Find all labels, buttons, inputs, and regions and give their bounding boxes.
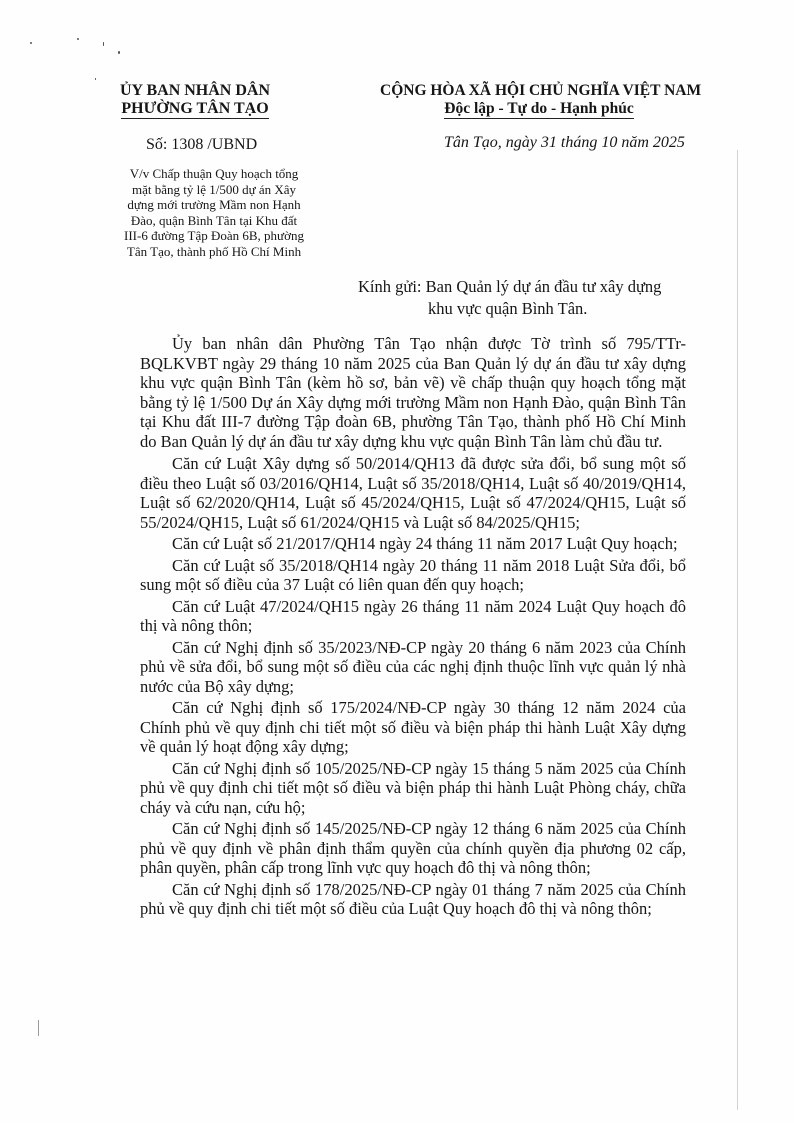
- legal-basis-paragraph: Căn cứ Luật số 35/2018/QH14 ngày 20 tháng 11 năm 2018 Luật Sửa đổi, bổ sung một số điều của 37 Luật có liên quan đến quy hoạch;: [140, 555, 686, 594]
- legal-basis-paragraph: Căn cứ Nghị định số 35/2023/NĐ-CP ngày 20 tháng 6 năm 2023 của Chính phủ về sửa đổi, bổ sung một số điều của các nghị định thuộc lĩnh vực quản lý nhà nước của Bộ xây dựng;: [140, 637, 686, 696]
- nation-name: CỘNG HÒA XÃ HỘI CHỦ NGHĨA VIỆT NAM: [380, 82, 702, 99]
- document-subject: [104, 166, 324, 259]
- scan-speck: [103, 42, 104, 46]
- scan-speck: [118, 51, 120, 54]
- subject-line: V/v Chấp thuận Quy hoạch tổng: [129, 166, 299, 181]
- document-body: [140, 334, 686, 921]
- scan-speck: [30, 42, 32, 44]
- scan-edge-line: [737, 150, 738, 1110]
- legal-basis-paragraph: Căn cứ Luật 47/2024/QH15 ngày 26 tháng 11 năm 2024 Luật Quy hoạch đô thị và nông thôn;: [140, 596, 686, 635]
- scan-speck: [95, 78, 96, 80]
- subject-line: Tân Tạo, thành phố Hồ Chí Minh: [126, 243, 302, 259]
- subject-line: Đào, quận Bình Tân tại Khu đất: [130, 212, 298, 228]
- place-and-date: Tân Tạo, ngày 31 tháng 10 năm 2025: [444, 134, 685, 151]
- recipient-block: [358, 276, 698, 320]
- recipient-line: Kính gửi: Ban Quản lý dự án đầu tư xây dựng: [358, 277, 662, 296]
- legal-basis-paragraph: Căn cứ Nghị định số 105/2025/NĐ-CP ngày 15 tháng 5 năm 2025 của Chính phủ về quy định chi tiết một số điều và biện pháp thi hành Luật Phòng cháy, chữa cháy và cứu nạn, cứu hộ;: [140, 758, 686, 817]
- national-heading: [380, 82, 702, 118]
- authority-ward: PHƯỜNG TÂN TẠO: [121, 100, 269, 117]
- issuing-authority: [100, 82, 290, 118]
- subject-line: III-6 đường Tập Đoàn 6B, phường: [124, 228, 304, 243]
- authority-name: ỦY BAN NHÂN DÂN: [119, 82, 271, 99]
- scan-margin-mark: [38, 1020, 39, 1036]
- legal-basis-paragraph: Căn cứ Luật Xây dựng số 50/2014/QH13 đã được sửa đổi, bổ sung một số điều theo Luật số 03/2016/QH14, Luật số 35/2018/QH14, Luật số 40/2019/QH14, Luật số 62/2020/QH14, Luật số 45/2024/QH15, Luật số 47/2024/QH15, Luật số 55/2024/QH15, Luật số 61/2024/QH15 và Luật số 84/2025/QH15;: [140, 454, 686, 532]
- legal-basis-paragraph: Căn cứ Luật số 21/2017/QH14 ngày 24 tháng 11 năm 2017 Luật Quy hoạch;: [172, 534, 678, 553]
- scan-speck: [77, 38, 79, 40]
- document-number: Số: 1308 /UBND: [146, 136, 258, 153]
- legal-basis-paragraph: Căn cứ Nghị định số 178/2025/NĐ-CP ngày 01 tháng 7 năm 2025 của Chính phủ về quy định chi tiết một số điều của Luật Quy hoạch đô thị và nông thôn;: [140, 879, 686, 918]
- legal-basis-paragraph: Căn cứ Nghị định số 145/2025/NĐ-CP ngày 12 tháng 6 năm 2025 của Chính phủ về quy định về phân định thẩm quyền của chính quyền địa phương 02 cấp, phân quyền, phân cấp trong lĩnh vực quy hoạch đô thị và nông thôn;: [140, 819, 686, 877]
- national-motto: Độc lập - Tự do - Hạnh phúc: [444, 100, 634, 117]
- legal-basis-paragraph: Căn cứ Nghị định số 175/2024/NĐ-CP ngày 30 tháng 12 năm 2024 của Chính phủ về quy định chi tiết một số điều và biện pháp thi hành Luật Xây dựng về quản lý hoạt động xây dựng;: [140, 698, 686, 756]
- subject-line: mặt bằng tỷ lệ 1/500 dự án Xây: [131, 181, 297, 197]
- body-paragraph: Ủy ban nhân dân Phường Tân Tạo nhận được Tờ trình số 795/TTr-BQLKVBT ngày 29 tháng 10 năm 2025 của Ban Quản lý dự án đầu tư xây dựng khu vực quận Bình Tân (kèm hồ sơ, bản vẽ) về chấp thuận quy hoạch tổng mặt bằng tỷ lệ 1/500 Dự án Xây dựng mới trường Mầm non Hạnh Đào, quận Bình Tân tại Khu đất III-7 đường Tập đoàn 6B, phường Tân Tạo, thành phố Hồ Chí Minh do Ban Quản lý dự án đầu tư xây dựng khu vực quận Bình Tân làm chủ đầu tư.: [140, 334, 686, 451]
- recipient-line: khu vực quận Bình Tân.: [428, 299, 588, 318]
- subject-line: dựng mới trường Mầm non Hạnh: [127, 197, 301, 212]
